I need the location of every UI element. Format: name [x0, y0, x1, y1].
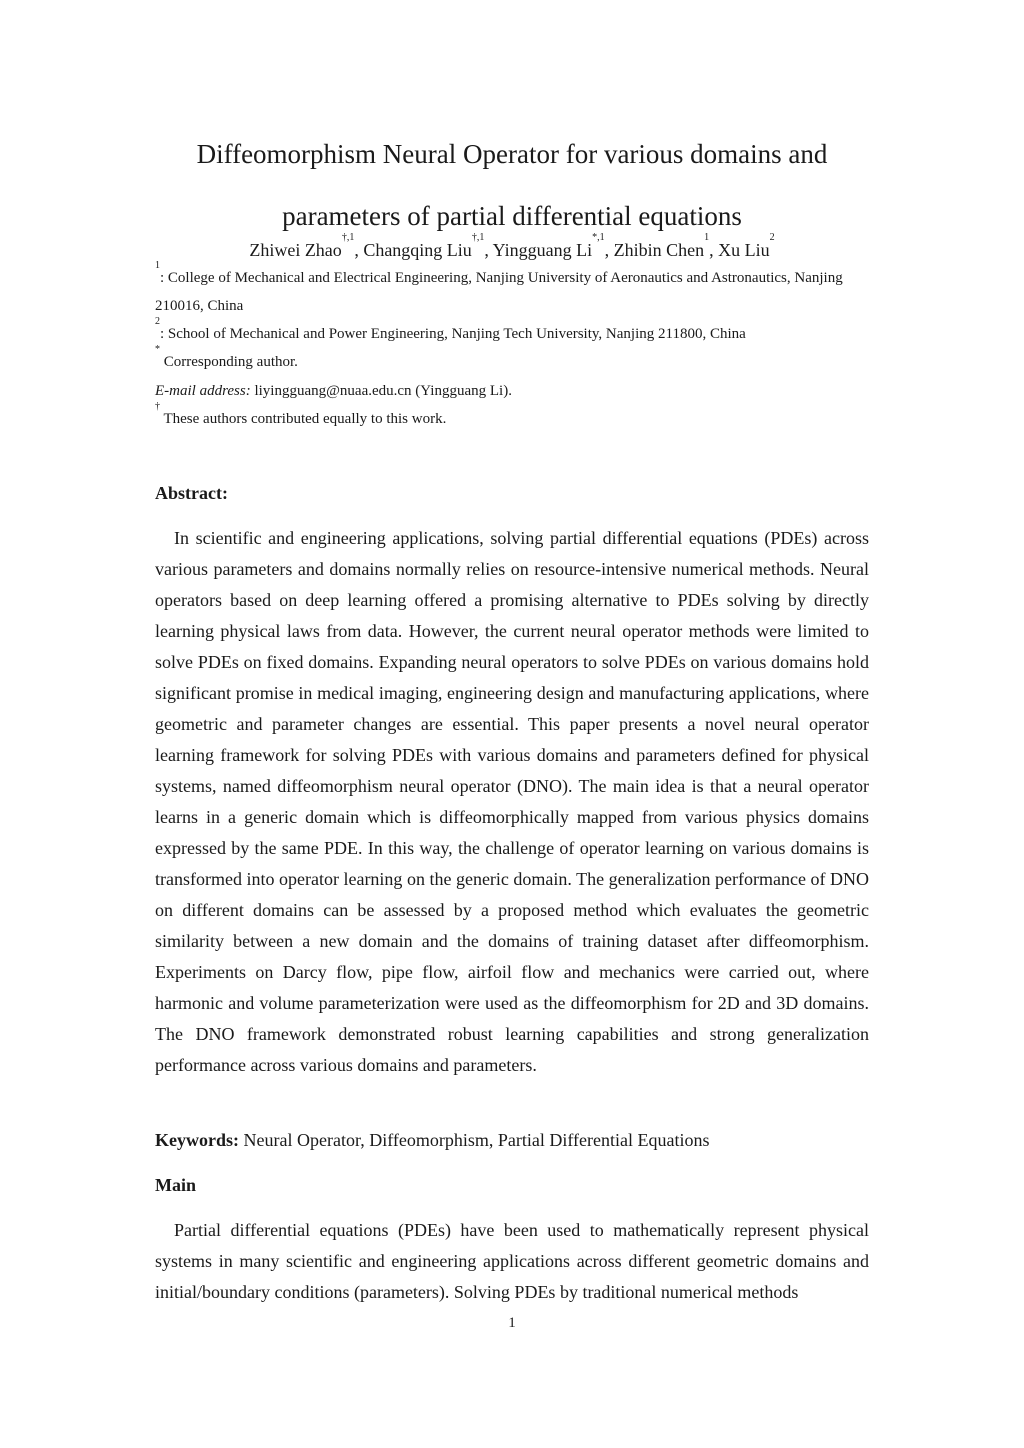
email-label: E-mail address: — [155, 383, 251, 399]
author-separator: , — [709, 240, 719, 260]
keywords-line — [155, 1126, 709, 1154]
page-number: 1 — [508, 1315, 516, 1331]
affiliation-1 — [155, 260, 870, 320]
corresponding-mark: * — [155, 344, 160, 355]
keywords-label: Keywords: — [155, 1130, 239, 1150]
author-separator: , — [484, 240, 493, 260]
main-text: Partial differential equations (PDEs) have been used to mathematically represent physical systems in many scientific and engineering applications across different geometric domains and initial/boundary conditions (parameters). Solving PDEs by traditional numerical methods — [155, 1220, 869, 1302]
author-name: Zhibin Chen — [613, 240, 705, 260]
title-line-1: Diffeomorphism Neural Operator for various domains and — [196, 139, 828, 169]
author-mark: 1 — [704, 232, 710, 243]
author-name: Yingguang Li — [492, 240, 593, 260]
author-separator: , — [604, 240, 614, 260]
title-line-2: parameters of partial differential equations — [282, 201, 742, 231]
author-mark: †,1 — [341, 232, 355, 243]
affiliation-1-mark: 1 — [155, 260, 160, 271]
abstract-text: In scientific and engineering applications, solving partial differential equations (PDEs) across various parameters and domains normally relies on resource-intensive numerical methods. Neural operators based on deep learning offered a promising alternative to PDEs solving by directly learning physical laws from data. However, the current neural operator methods were limited to solve PDEs on fixed domains. Expanding neural operators to solve PDEs on various domains hold significant promise in medical imaging, engineering design and manufacturing applications, where geometric and parameter changes are essential. This paper presents a novel neural operator learning framework for solving PDEs with various domains and parameters defined for physical systems, named diffeomorphism neural operator (DNO). The main idea is that a neural operator learns in a generic domain which is diffeomorphically mapped from various physics domains expressed by the same PDE. In this way, the challenge of operator learning on various domains is transformed into operator learning on the generic domain. The generalization performance of DNO on different domains can be assessed by a proposed method which evaluates the geometric similarity between a new domain and the domains of training dataset after diffeomorphism. Experiments on Darcy flow, pipe flow, airfoil flow and mechanics were carried out, where harmonic and volume parameterization were used as the diffeomorphism for 2D and 3D domains. The DNO framework demonstrated robust learning capabilities and strong generalization performance across various domains and parameters. — [155, 528, 869, 1075]
equal-contribution-text: These authors contributed equally to this work. — [160, 411, 447, 427]
author-mark: †,1 — [471, 232, 485, 243]
affiliation-2-text: : School of Mechanical and Power Engineering, Nanjing Tech University, Nanjing 211800, China — [160, 326, 746, 342]
equal-contribution-mark: † — [155, 401, 160, 412]
author-separator: , — [354, 240, 364, 260]
email-note — [155, 377, 870, 405]
abstract-heading: Abstract: — [155, 483, 228, 503]
author-list — [100, 232, 924, 264]
corresponding-author-note — [155, 344, 870, 376]
paper-title — [100, 123, 924, 247]
author-mark: *,1 — [592, 232, 605, 243]
keywords-text: Neural Operator, Diffeomorphism, Partial Differential Equations — [239, 1130, 710, 1150]
affiliation-2-mark: 2 — [155, 316, 160, 327]
affiliation-2 — [155, 316, 870, 348]
equal-contribution-note — [155, 401, 870, 433]
author-name: Xu Liu — [718, 240, 770, 260]
affiliation-1-text: : College of Mechanical and Electrical Engineering, Nanjing University of Aeronautics and Astronautics, Nanjing 210016, China — [155, 270, 843, 314]
corresponding-text: Corresponding author. — [160, 354, 298, 370]
author-mark: 2 — [769, 232, 775, 243]
author-name: Changqing Liu — [363, 240, 472, 260]
main-heading: Main — [155, 1175, 197, 1195]
author-name: Zhiwei Zhao — [249, 240, 342, 260]
email-address: liyingguang@nuaa.edu.cn (Yingguang Li). — [250, 383, 512, 399]
